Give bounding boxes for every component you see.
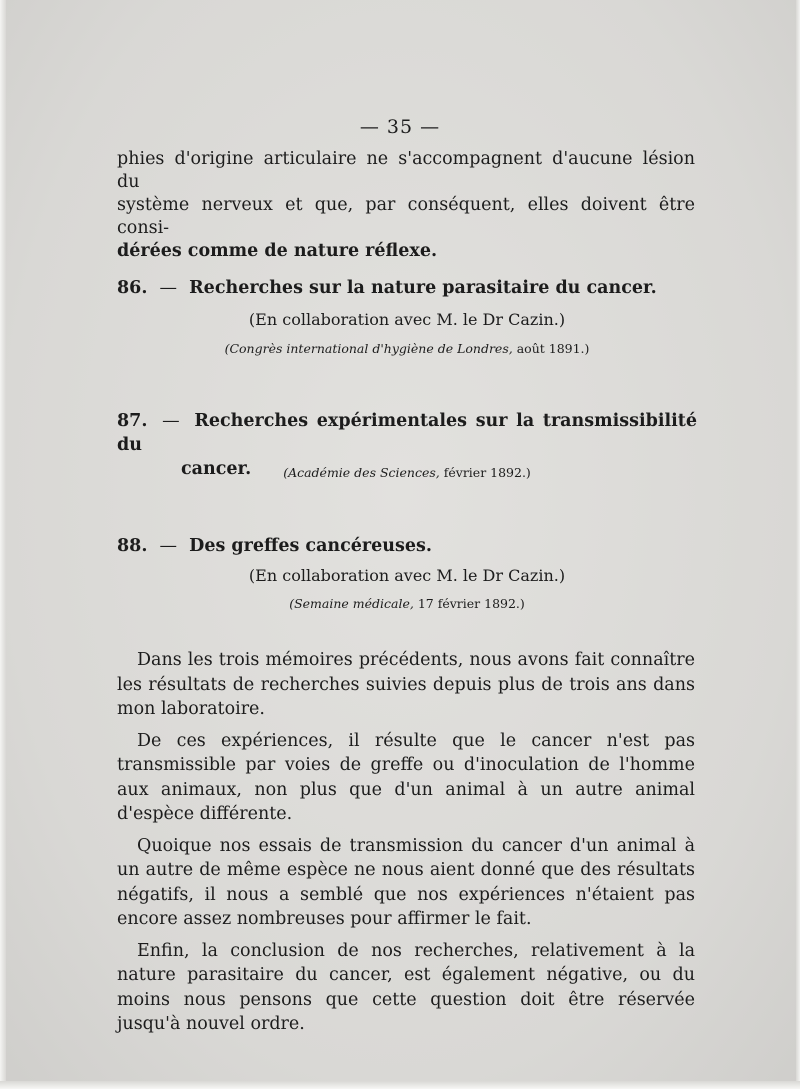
entry-86-number: 86. xyxy=(117,278,148,298)
entry-88-collab: (En collaboration avec M. le Dr Cazin.) xyxy=(248,566,566,585)
entry-86-citation xyxy=(117,341,697,356)
entry-87-citation xyxy=(117,465,697,480)
entry-87-citation-date: février 1892.) xyxy=(443,465,531,480)
entry-87-number: 87. xyxy=(117,411,148,431)
page-number: — 35 — xyxy=(359,116,441,138)
intro-line-3: dérées comme de nature réflexe. xyxy=(117,241,438,261)
entry-88-number: 88. xyxy=(117,536,148,556)
entry-86-collab: (En collaboration avec M. le Dr Cazin.) xyxy=(248,310,566,329)
intro-line-1: phies d'origine articulaire ne s'accompagnent d'aucune lésion du xyxy=(117,149,695,192)
entry-87-citation-source: (Académie des Sciences, xyxy=(283,465,440,480)
intro-paragraph xyxy=(117,148,695,263)
intro-line-2: système nerveux et que, par conséquent, elles doivent être consi- xyxy=(117,195,695,238)
body-paragraph-3: Quoique nos essais de transmission du cancer d'un animal à un autre de même espèce ne nous aient donné que des résultats négatifs, il nous a semblé que nos expériences n'étaient pas encore assez nombreuses pour affirmer le fait. xyxy=(117,835,695,929)
entry-86-dash: — xyxy=(159,278,178,298)
entry-87-title-line-2: cancer. xyxy=(181,459,252,479)
entry-88-dash: — xyxy=(159,536,178,556)
entry-87-title-line-1: Recherches expérimentales sur la transmissibilité du xyxy=(117,411,697,455)
page-edge-right xyxy=(796,0,800,1089)
entry-88-citation-date: 17 février 1892.) xyxy=(417,596,525,611)
body-text xyxy=(117,648,695,1044)
body-paragraph-4: Enfin, la conclusion de nos recherches, relativement à la nature parasitaire du cancer, est également négative, ou du moins nous pensons que cette question doit être réservée jusqu'à nouvel ordre. xyxy=(117,940,695,1034)
page-edge-bottom xyxy=(0,1081,800,1089)
entry-86-title xyxy=(117,276,697,300)
body-paragraph-2: De ces expériences, il résulte que le cancer n'est pas transmissible par voies de greffe ou d'inoculation de l'homme aux animaux, non plus que d'un animal à un autre animal d'espèce différente. xyxy=(117,730,695,824)
body-paragraph-1: Dans les trois mémoires précédents, nous avons fait connaître les résultats de recherches suivies depuis plus de trois ans dans mon laboratoire. xyxy=(117,650,695,719)
entry-86-citation-source: (Congrès international d'hygiène de Londres, xyxy=(224,341,513,356)
entry-88-citation-source: (Semaine médicale, xyxy=(289,596,414,611)
page-edge-left xyxy=(0,0,6,1089)
entry-88-title-text: Des greffes cancéreuses. xyxy=(189,536,432,556)
entry-88-title xyxy=(117,534,697,558)
entry-86-title-text: Recherches sur la nature parasitaire du cancer. xyxy=(189,278,657,298)
entry-87-dash: — xyxy=(162,411,180,431)
entry-88-citation xyxy=(117,596,697,611)
entry-86-citation-date: août 1891.) xyxy=(516,341,590,356)
